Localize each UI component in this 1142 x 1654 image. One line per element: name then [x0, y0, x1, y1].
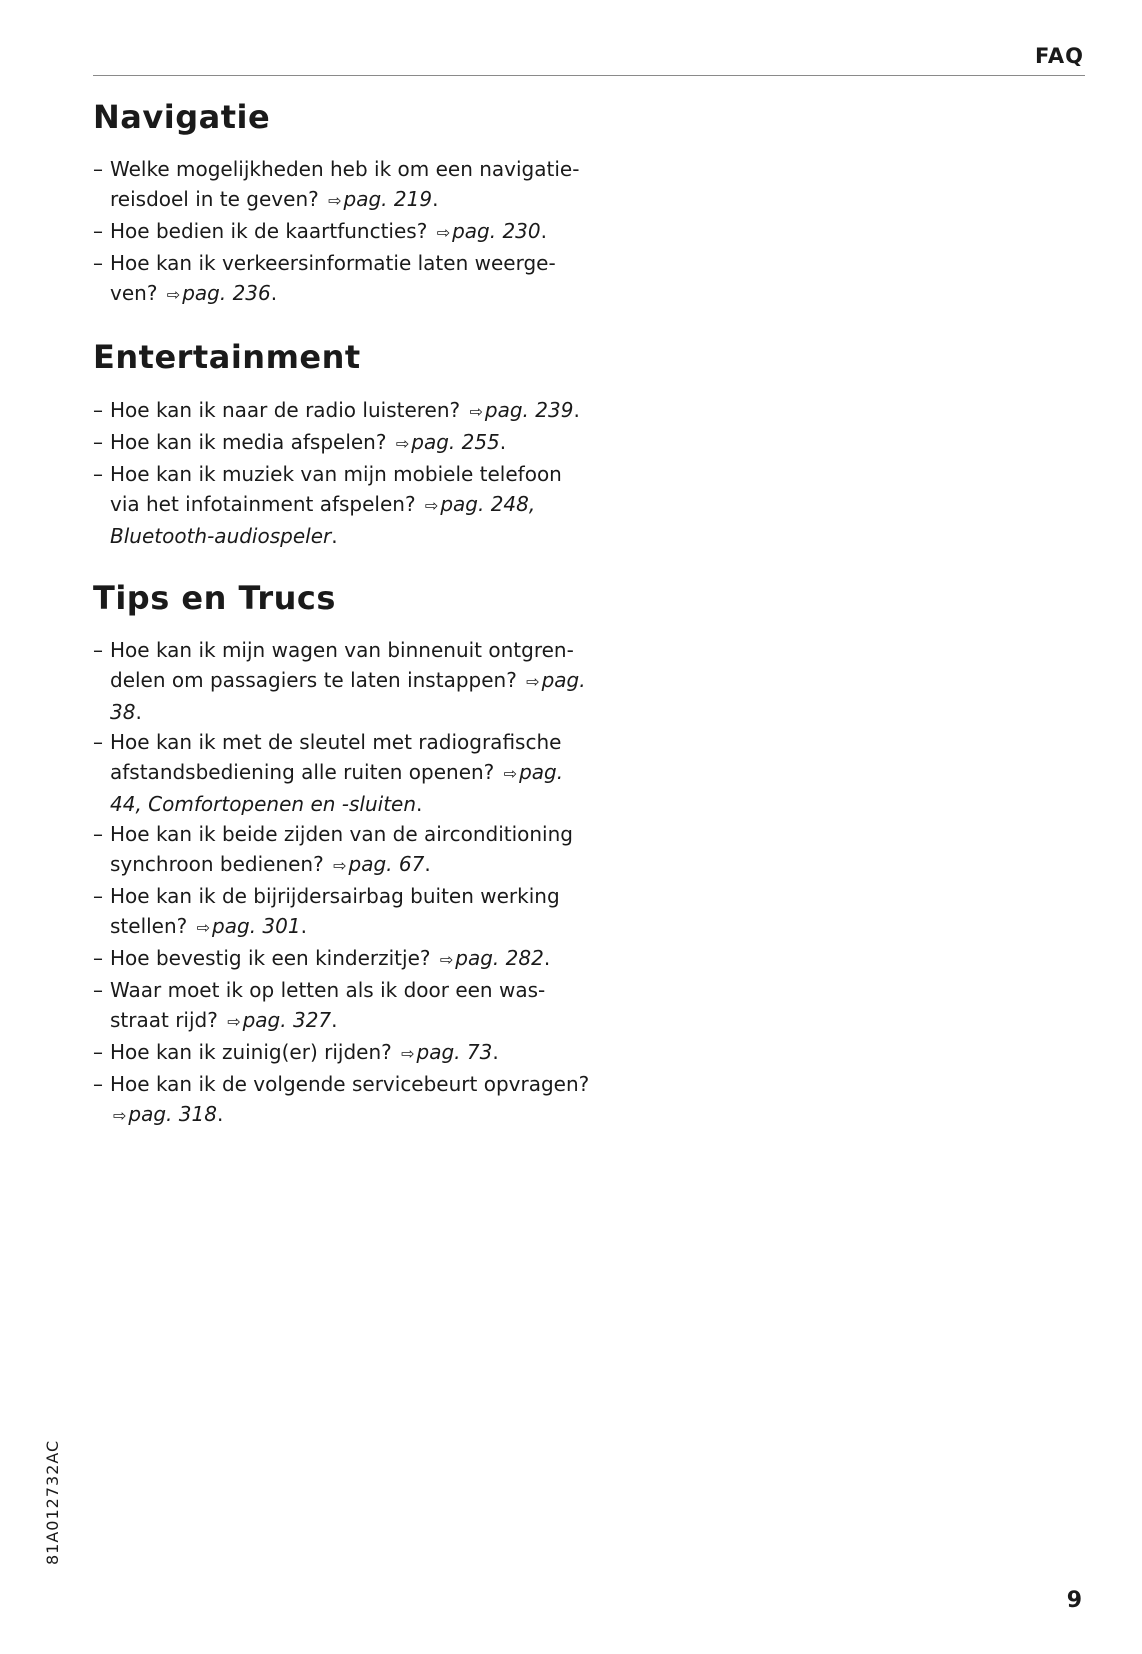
arrow-right-icon: ⇨ [436, 223, 451, 243]
question-text: Welke mogelijkheden heb ik om een navigatie- [110, 157, 580, 182]
page-reference-link[interactable]: pag. 73 [416, 1040, 493, 1065]
faq-item [93, 459, 593, 551]
question-text-cont: ven? [110, 281, 158, 306]
punctuation: . [331, 523, 338, 548]
punctuation: . [424, 852, 431, 877]
question-text: Hoe bevestig ik een kinderzitje? [110, 946, 431, 971]
arrow-right-icon: ⇨ [424, 495, 439, 515]
faq-item [93, 1037, 593, 1069]
section-title: Entertainment [93, 338, 361, 377]
page-reference-number[interactable]: 38 [110, 700, 136, 725]
section-title: Navigatie [93, 98, 271, 136]
faq-item [93, 427, 593, 459]
page-reference-link[interactable]: pag. 248, [440, 491, 536, 516]
arrow-right-icon: ⇨ [401, 1044, 415, 1064]
question-text: Hoe kan ik naar de radio luisteren? [110, 397, 461, 422]
question-text: Hoe bedien ik de kaartfuncties? [110, 219, 428, 244]
arrow-right-icon: ⇨ [227, 1012, 241, 1032]
faq-item [93, 881, 593, 943]
page-reference-link[interactable]: pag. 67 [348, 852, 425, 877]
page-reference-link[interactable]: pag. 219 [343, 187, 433, 212]
arrow-right-icon: ⇨ [526, 672, 540, 692]
section-entertainment [93, 338, 593, 550]
header-divider [93, 75, 1085, 76]
faq-list [93, 635, 593, 1131]
page-reference-link[interactable]: pag. 236 [182, 281, 271, 306]
punctuation: . [216, 1102, 224, 1127]
question-text-cont: synchroon bedienen? [110, 852, 324, 877]
arrow-right-icon: ⇨ [333, 856, 347, 876]
question-text: Hoe kan ik zuinig(er) rijden? [110, 1040, 392, 1065]
question-text: Hoe kan ik de volgende servicebeurt opvragen? [110, 1072, 590, 1097]
section-navigatie [93, 98, 593, 310]
arrow-right-icon: ⇨ [469, 401, 483, 421]
arrow-right-icon: ⇨ [328, 191, 342, 211]
question-text: Hoe kan ik de bijrijdersairbag buiten werking [110, 884, 560, 909]
faq-item [93, 1069, 593, 1131]
page-reference-link[interactable]: pag. [541, 668, 586, 693]
punctuation: . [573, 397, 580, 422]
arrow-right-icon: ⇨ [113, 1106, 127, 1126]
question-text-cont: delen om passagiers te laten instappen? [110, 668, 517, 693]
faq-item [93, 395, 593, 427]
question-text-cont: via het infotainment afspelen? [110, 491, 416, 516]
page-number: 9 [1066, 1588, 1082, 1613]
arrow-right-icon: ⇨ [196, 918, 211, 938]
question-text: Hoe kan ik verkeersinformatie laten weerge- [110, 251, 556, 276]
faq-item [93, 975, 593, 1037]
faq-item [93, 635, 593, 727]
punctuation: . [331, 1008, 338, 1033]
arrow-right-icon: ⇨ [439, 950, 454, 970]
punctuation: . [135, 700, 142, 725]
arrow-right-icon: ⇨ [503, 764, 518, 784]
arrow-right-icon: ⇨ [395, 433, 410, 453]
page-reference-link[interactable]: pag. [519, 760, 564, 785]
punctuation: . [270, 281, 278, 306]
question-text: Hoe kan ik muziek van mijn mobiele telefoon [110, 461, 562, 486]
punctuation: . [432, 187, 439, 212]
question-text: Hoe kan ik media afspelen? [110, 429, 387, 454]
arrow-right-icon: ⇨ [166, 285, 181, 305]
question-text: Hoe kan ik mijn wagen van binnenuit ontgren- [110, 638, 574, 663]
question-text: Hoe kan ik met de sleutel met radiografische [110, 730, 562, 755]
faq-item [93, 727, 593, 819]
page-reference-link[interactable]: pag. 239 [484, 397, 574, 422]
page-reference-link[interactable]: pag. 301 [212, 914, 301, 939]
running-header: FAQ [1034, 44, 1084, 68]
faq-item [93, 819, 593, 881]
faq-item [93, 943, 593, 975]
faq-list [93, 395, 593, 551]
document-code: 81A012732AC [43, 1439, 62, 1565]
faq-list [93, 154, 593, 310]
page-reference-link[interactable]: pag. 327 [242, 1008, 332, 1033]
question-text-cont: afstandsbediening alle ruiten openen? [110, 760, 495, 785]
question-text-cont: stellen? [110, 914, 188, 939]
question-text: Waar moet ik op letten als ik door een was- [110, 978, 546, 1003]
question-text: Hoe kan ik beide zijden van de airconditioning [110, 822, 573, 847]
faq-item [93, 216, 593, 248]
page-reference-link[interactable]: pag. 318 [128, 1102, 217, 1127]
faq-item [93, 154, 593, 216]
page-reference-link[interactable]: pag. 282 [455, 946, 544, 971]
punctuation: . [543, 946, 551, 971]
faq-content [93, 98, 593, 1159]
faq-item [93, 248, 593, 310]
punctuation: . [540, 219, 547, 244]
page-reference-link[interactable]: pag. 255 [411, 429, 500, 454]
punctuation: . [492, 1040, 499, 1065]
question-text-cont: reisdoel in te geven? [110, 187, 319, 212]
section-title: Tips en Trucs [93, 578, 336, 617]
punctuation: . [300, 914, 307, 939]
page-reference-topic[interactable]: 44, Comfortopenen en -sluiten [110, 792, 417, 817]
section-tips-en-trucs [93, 579, 593, 1131]
question-text-cont: straat rijd? [110, 1008, 218, 1033]
punctuation: . [499, 429, 507, 454]
page-reference-topic[interactable]: Bluetooth-audiospeler [110, 523, 332, 548]
punctuation: . [416, 792, 423, 817]
page-reference-link[interactable]: pag. 230 [452, 219, 541, 244]
